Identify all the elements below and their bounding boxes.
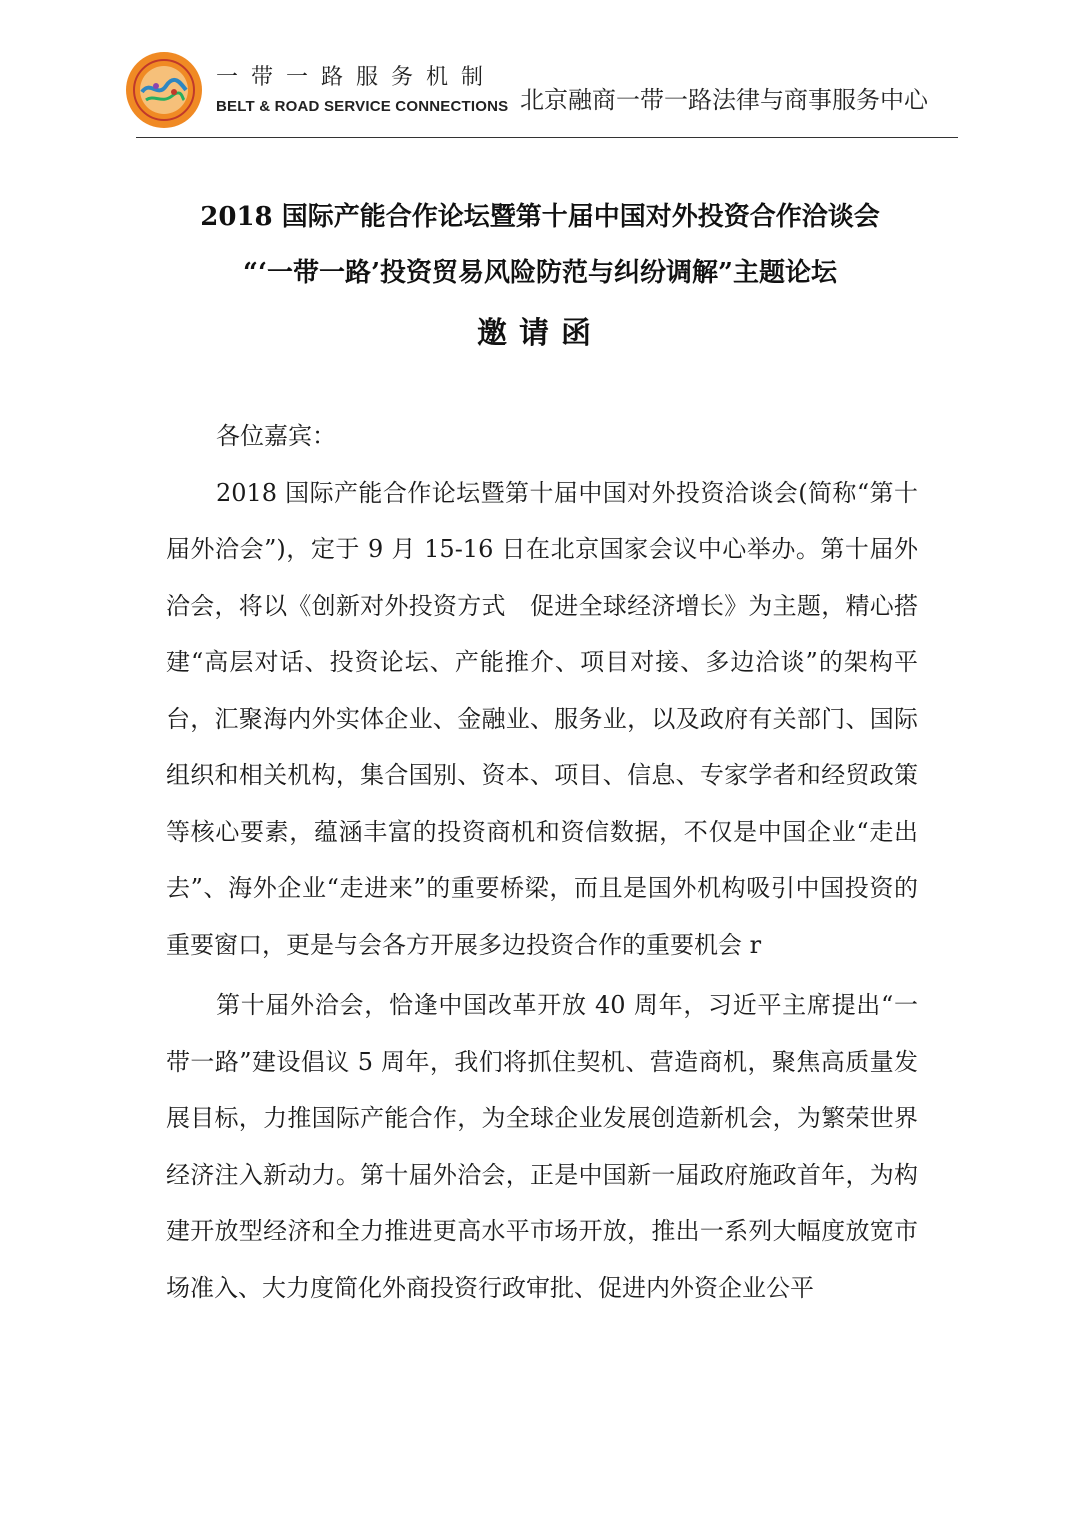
letter-body [166, 408, 918, 1316]
paragraph-1: 2018 国际产能合作论坛暨第十届中国对外投资洽谈会(简称“第十届外洽会”)，定于 9 月 15-16 日在北京国家会议中心举办。第十届外洽会，将以《创新对外投资方式 促进全球经济增长》为主题，精心搭建“高层对话、投资论坛、产能推介、项目对接、多边洽谈”的架构平台，汇聚海内外实体企业、金融业、服务业，以及政府有关部门、国际组织和相关机构，集合国别、资本、项目、信息、专家学者和经贸政策等核心要素，蕴涵丰富的投资商机和资信数据，不仅是中国企业“走出去”、海外企业“走进来”的重要桥梁，而且是国外机构吸引中国投资的重要窗口，更是与会各方开展多边投资合作的重要机会 r [166, 478, 918, 959]
title-theme-forum: “‘一带一路’投资贸易风险防范与纠纷调解”主题论坛 [242, 258, 837, 288]
paragraph-2: 第十届外洽会，恰逢中国改革开放 40 周年，习近平主席提出“一带一路”建设倡议 5 周年，我们将抓住契机、营造商机，聚焦高质量发展目标，力推国际产能合作，为全球企业发展创造新机会，为繁荣世界经济注入新动力。第十届外洽会，正是中国新一届政府施政首年，为构建开放型经济和全力推进更高水平市场开放，推出一系列大幅度放宽市场准入、大力度简化外商投资行政审批、促进内外资企业公平 [166, 991, 918, 1302]
letterhead [0, 0, 1080, 140]
title-invitation: 邀请函 [477, 316, 603, 351]
salutation: 各位嘉宾： [216, 422, 336, 450]
brand-name-chinese: 一带一路服务机制 [216, 65, 497, 90]
belt-and-road-logo-icon [126, 52, 202, 128]
brand-name-english: BELT & ROAD SERVICE CONNECTIONS [216, 98, 509, 115]
organization-name: 北京融商一带一路法律与商事服务中心 [520, 86, 928, 114]
title-forum-name: 2018 国际产能合作论坛暨第十届中国对外投资合作洽谈会 [200, 202, 880, 232]
header-divider [136, 137, 958, 138]
